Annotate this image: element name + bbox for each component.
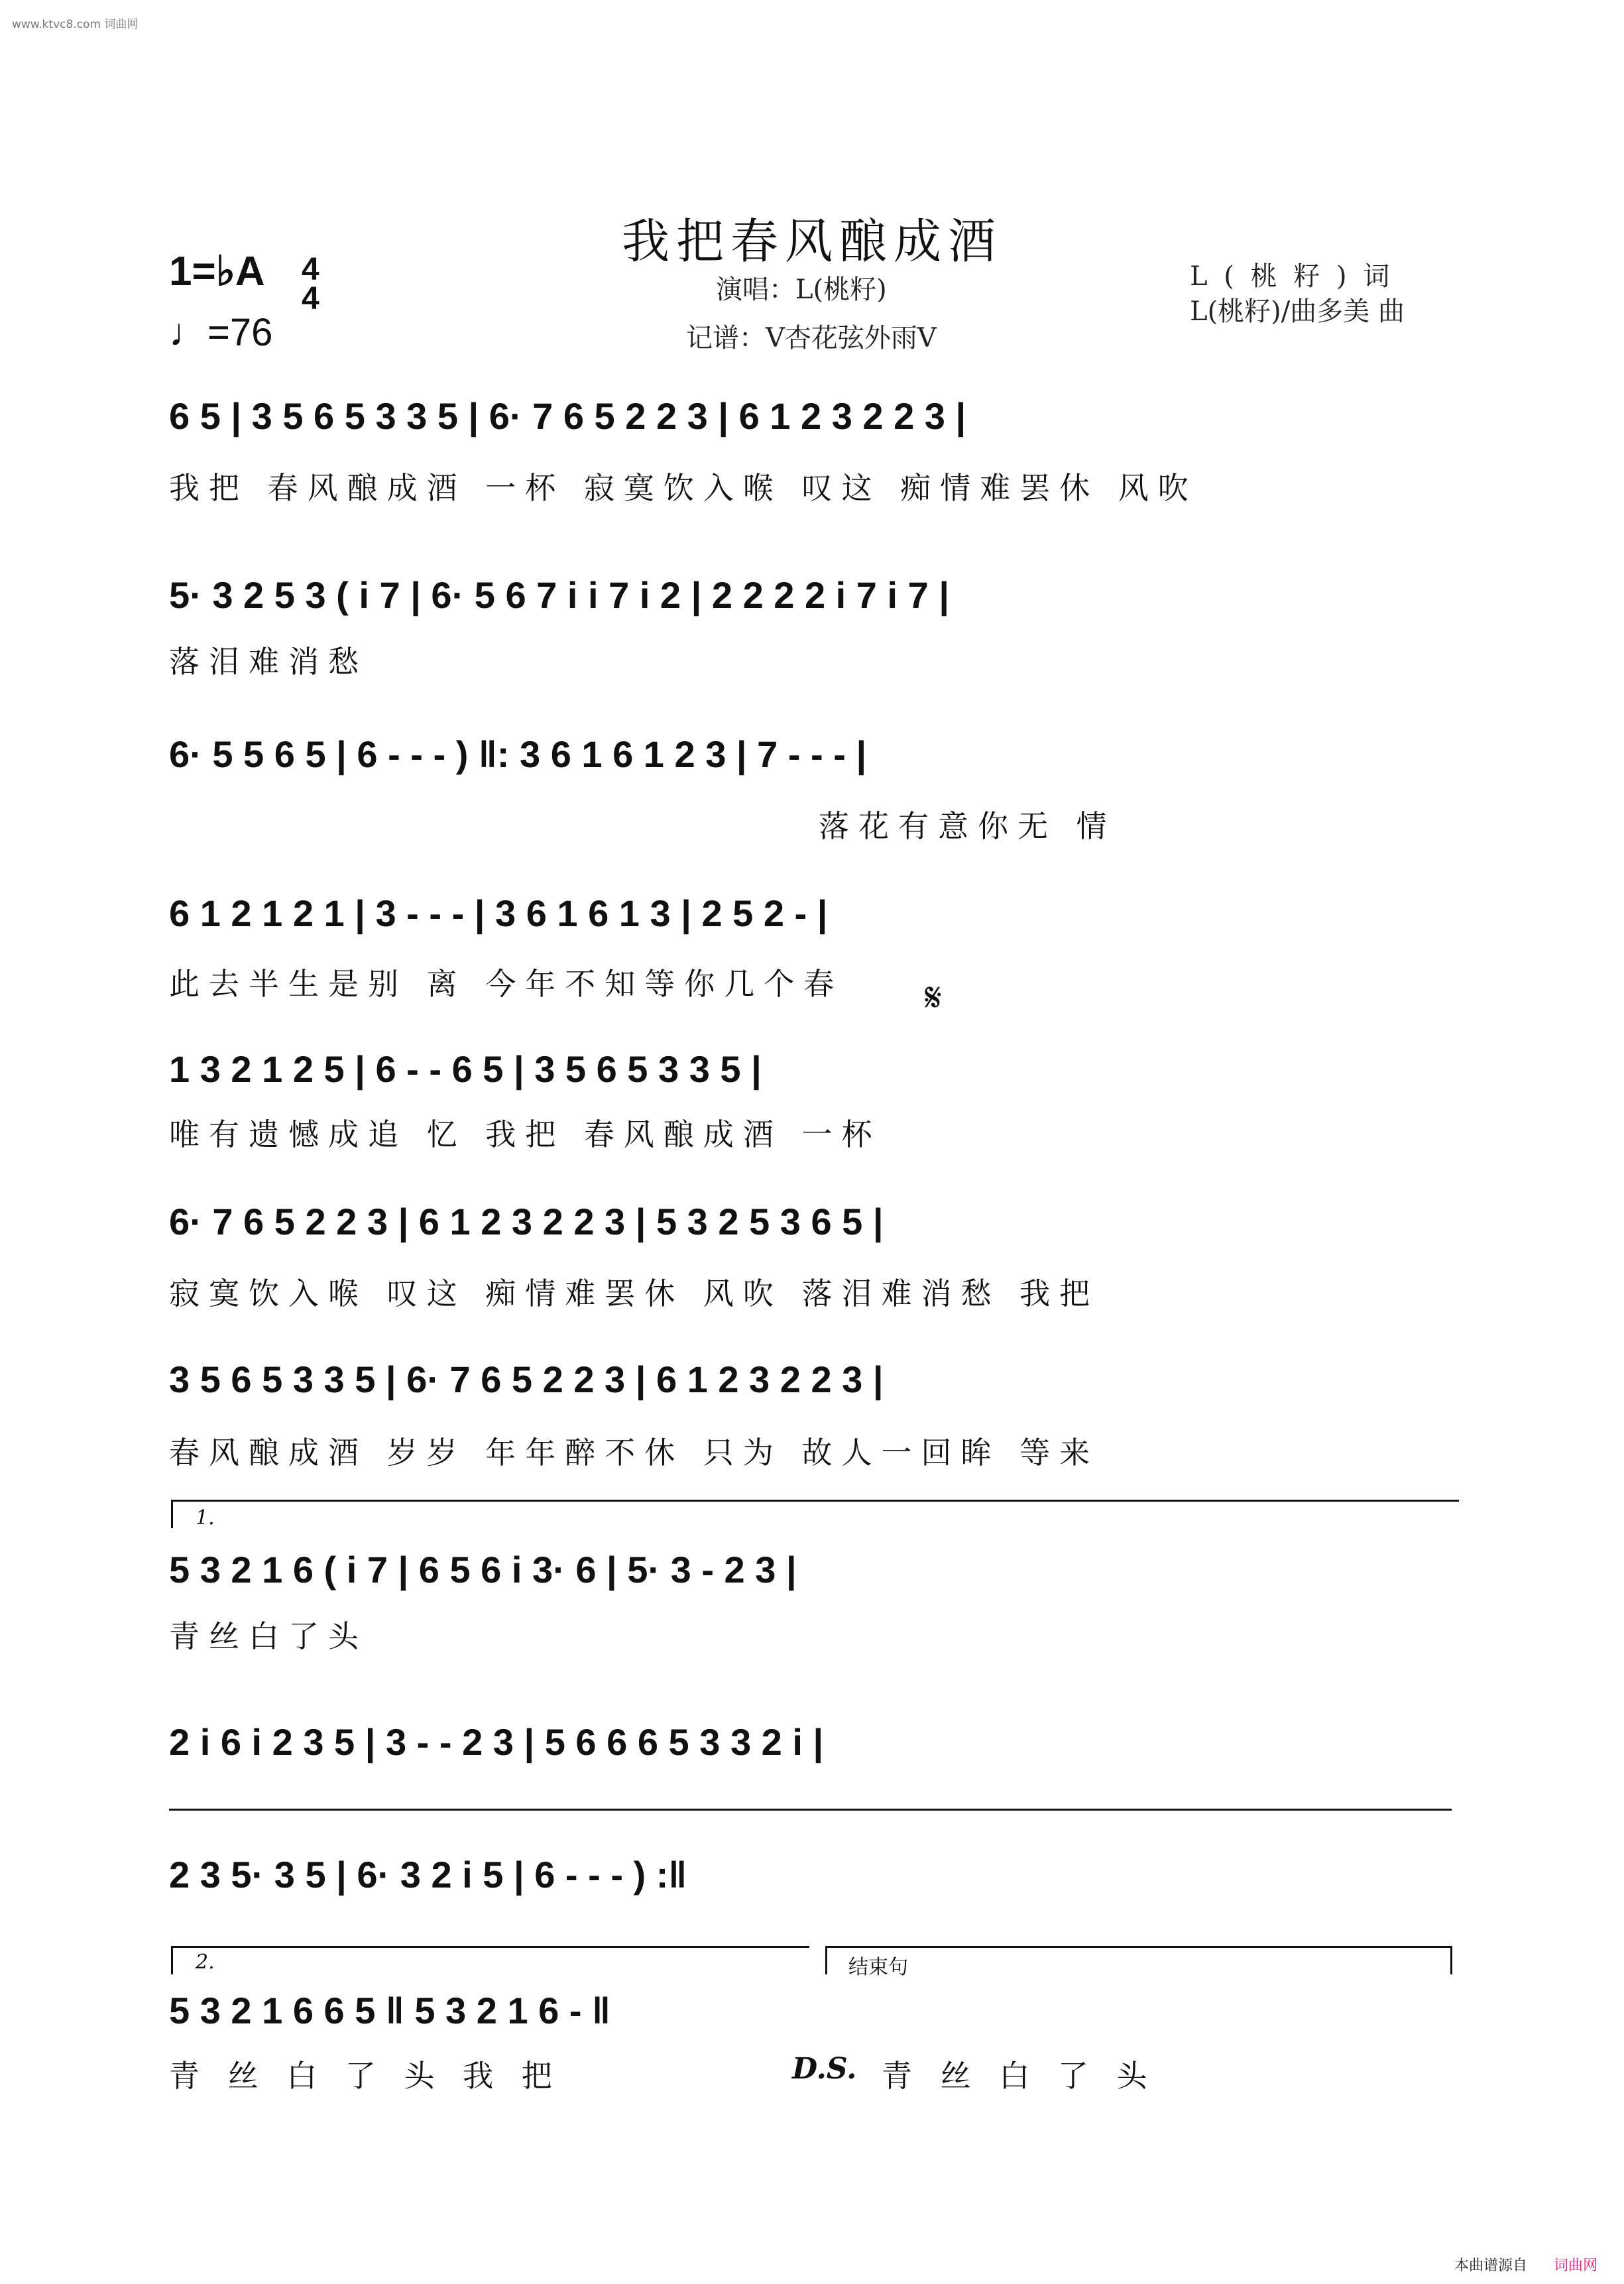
transcriber-credit: 记谱：V杏花弦外雨V (686, 323, 937, 353)
lyric-row-6: 寂寞饮入喉 叹这 痴情难罢休 风吹 落泪难消愁 我把 (169, 1276, 1100, 1311)
lyric-row-1: 我把 春风酿成酒 一杯 寂寞饮入喉 叹这 痴情难罢休 风吹 (169, 470, 1198, 506)
lyricist-credit: L ( 桃 籽 ) 词 (1190, 261, 1394, 292)
lyric-row-2: 落泪难消愁 (169, 644, 368, 680)
notation-row-6: 6· 7 6 5 2 2 3 | 6 1 2 3 2 2 3 | 5 3 2 5 3 6 5 | (169, 1201, 884, 1242)
composer-credit: L(桃籽)/曲多美 曲 (1190, 296, 1405, 327)
key-signature: 1=♭A (169, 249, 265, 294)
tempo-marking: ♩=76 (169, 311, 273, 354)
segno-sign: 𝄋 (925, 975, 942, 1021)
volta-1-label: 1. (196, 1506, 215, 1530)
notation-row-11: 5 3 2 1 6 6 5 ‖ 5 3 2 1 6 - ‖ (169, 1990, 610, 2031)
volta-2-bracket (171, 1946, 809, 1974)
lyric-row-12: 青 丝 白 了 头 (882, 2058, 1157, 2094)
ending-bracket (825, 1946, 1452, 1974)
notation-row-5: 1 3 2 1 2 5 | 6 - - 6 5 | 3 5 6 5 3 3 5 | (169, 1048, 762, 1090)
volta-1-bracket (171, 1500, 1459, 1528)
continuation-line (169, 1809, 1452, 1811)
lyric-row-4: 此去半生是别 离 今年不知等你几个春 (169, 966, 844, 1002)
time-signature-bottom: 4 (302, 281, 319, 316)
notation-row-4: 6 1 2 1 2 1 | 3 - - - | 3 6 1 6 1 3 | 2 5 2 - | (169, 892, 828, 934)
notation-row-8: 5 3 2 1 6 ( i 7 | 6 5 6 i 3· 6 | 5· 3 - 2 3 | (169, 1549, 797, 1591)
page-footer (1454, 2254, 1597, 2275)
lyric-row-8: 青丝白了头 (169, 1618, 368, 1654)
time-signature-top: 4 (302, 252, 319, 287)
time-signature (302, 252, 319, 316)
volta-2-label: 2. (196, 1951, 215, 1974)
notation-row-7: 3 5 6 5 3 3 5 | 6· 7 6 5 2 2 3 | 6 1 2 3 2 2 3 | (169, 1358, 884, 1400)
notation-row-3: 6· 5 5 6 5 | 6 - - - ) ‖: 3 6 1 6 1 2 3 | 7 - - - | (169, 733, 867, 775)
notation-row-2: 5· 3 2 5 3 ( i 7 | 6· 5 6 7 i i 7 i 2 | 2 2 2 2 i 7 i 7 | (169, 574, 949, 616)
lyric-row-3: 落花有意你无 情 (819, 808, 1116, 844)
ds-marking: D.S. (792, 2052, 857, 2086)
lyric-row-11: 青 丝 白 了 头 我 把 (169, 2058, 561, 2094)
singer-credit: 演唱：L(桃籽) (716, 274, 887, 305)
notation-row-1: 6 5 | 3 5 6 5 3 3 5 | 6· 7 6 5 2 2 3 | 6 1 2 3 2 2 3 | (169, 395, 966, 437)
ending-label: 结束句 (848, 1956, 908, 1979)
notation-row-9: 2 i 6 i 2 3 5 | 3 - - 2 3 | 5 6 6 6 5 3 3 2 i | (169, 1721, 824, 1763)
footer-brand: 词曲网 (1553, 2257, 1597, 2274)
lyric-row-5: 唯有遗憾成追 忆 我把 春风酿成酒 一杯 (169, 1116, 882, 1152)
notation-row-10: 2 3 5· 3 5 | 6· 3 2 i 5 | 6 - - - ) :‖ (169, 1854, 687, 1895)
site-watermark: www.ktvc8.com 词曲网 (12, 18, 139, 31)
song-title: 我把春风酿成酒 (621, 213, 1002, 270)
lyric-row-7: 春风酿成酒 岁岁 年年醉不休 只为 故人一回眸 等来 (169, 1435, 1100, 1471)
footer-source-note: 本曲谱源自 (1454, 2257, 1527, 2274)
